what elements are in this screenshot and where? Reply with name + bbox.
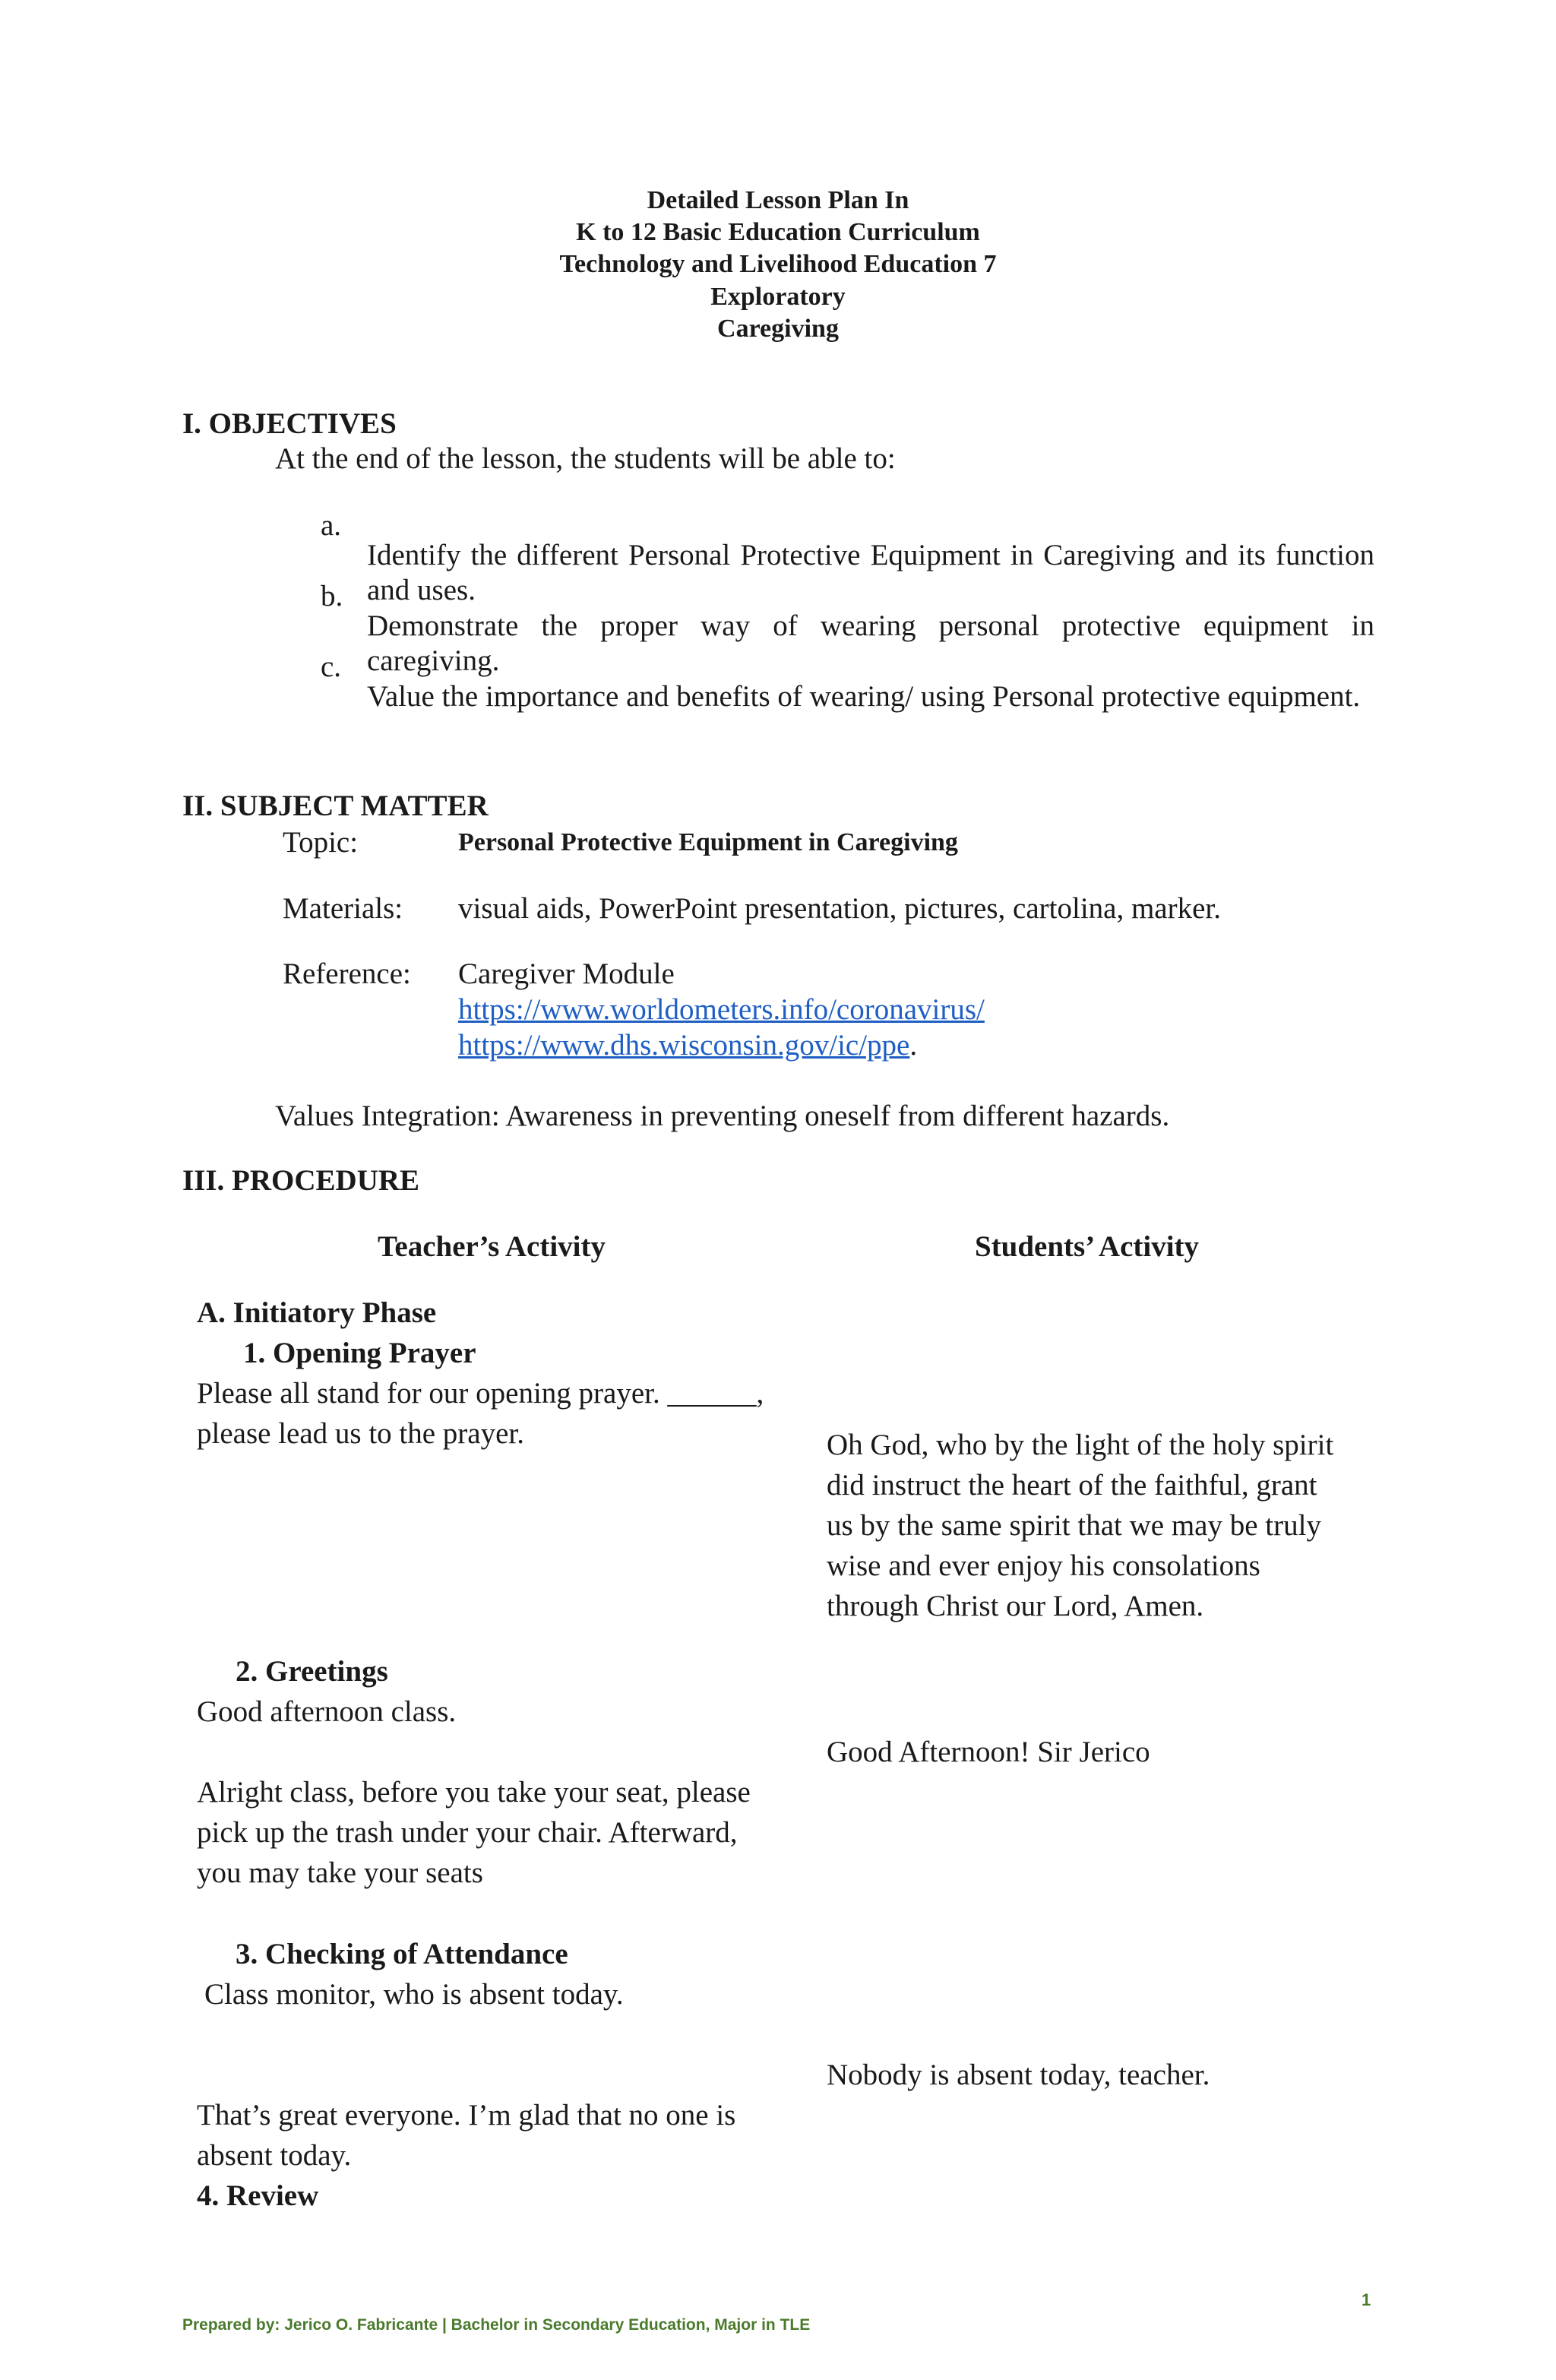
attendance-followup-line-2: absent today. — [197, 2139, 352, 2172]
footer-prepared-by: Prepared by: Jerico O. Fabricante | Bachelor in Secondary Education, Major in TLE — [182, 2316, 811, 2334]
greetings-teacher-line: Good afternoon class. — [197, 1695, 457, 1728]
header-line-3: Technology and Livelihood Education 7 — [559, 250, 997, 278]
header-line-2: K to 12 Basic Education Curriculum — [576, 218, 980, 246]
greetings-teacher-para-line-3: you may take your seats — [197, 1856, 483, 1889]
reference-module: Caregiver Module — [458, 957, 675, 990]
header-line-4: Exploratory — [710, 283, 846, 311]
reference-link-line — [458, 1028, 917, 1062]
teacher-activity-heading: Teacher’s Activity — [378, 1230, 606, 1263]
header-line-1: Detailed Lesson Plan In — [647, 186, 909, 214]
materials-label: Materials: — [283, 892, 403, 925]
greetings-student-line: Good Afternoon! Sir Jerico — [827, 1736, 1150, 1768]
attendance-teacher-line: Class monitor, who is absent today. — [204, 1978, 624, 2011]
subject-matter-heading: II. SUBJECT MATTER — [182, 790, 489, 822]
opening-prayer-student-line-3: us by the same spirit that we may be truly — [827, 1509, 1321, 1542]
objective-c-letter: c. — [321, 650, 342, 683]
attendance-followup-line-1: That’s great everyone. I’m glad that no one is — [197, 2099, 736, 2132]
objective-b-letter: b. — [321, 580, 343, 612]
objective-c-text: Value the importance and benefits of wearing/ using Personal protective equipment. — [367, 680, 1361, 713]
students-activity-heading: Students’ Activity — [975, 1230, 1200, 1263]
procedure-heading: III. PROCEDURE — [182, 1164, 420, 1197]
attendance-student-line: Nobody is absent today, teacher. — [827, 2059, 1210, 2091]
header-line-5: Caregiving — [717, 315, 839, 343]
attendance-heading: 3. Checking of Attendance — [236, 1938, 568, 1970]
opening-prayer-student-line-4: wise and ever enjoy his consolations — [827, 1549, 1260, 1582]
opening-prayer-teacher-line-1: Please all stand for our opening prayer. ______, — [197, 1377, 764, 1410]
greetings-heading: 2. Greetings — [236, 1655, 388, 1688]
objective-a-letter: a. — [321, 509, 342, 542]
values-integration: Values Integration: Awareness in preventing oneself from different hazards. — [275, 1100, 1170, 1132]
topic-value: Personal Protective Equipment in Caregiving — [458, 828, 958, 856]
initiatory-phase-heading: A. Initiatory Phase — [197, 1296, 437, 1329]
materials-value: visual aids, PowerPoint presentation, pictures, cartolina, marker. — [458, 892, 1222, 925]
greetings-teacher-para-line-2: pick up the trash under your chair. Afterward, — [197, 1816, 738, 1849]
greetings-teacher-para-line-1: Alright class, before you take your seat, please — [197, 1776, 751, 1809]
objectives-heading: I. OBJECTIVES — [182, 407, 397, 440]
reference-link-dhs[interactable]: https://www.dhs.wisconsin.gov/ic/ppe — [458, 1029, 910, 1062]
opening-prayer-student-line-5: through Christ our Lord, Amen. — [827, 1590, 1204, 1622]
opening-prayer-student-line-2: did instruct the heart of the faithful, grant — [827, 1469, 1317, 1502]
review-heading: 4. Review — [197, 2179, 319, 2212]
opening-prayer-teacher-line-2: please lead us to the prayer. — [197, 1417, 524, 1450]
topic-label: Topic: — [283, 826, 359, 859]
opening-prayer-student-line-1: Oh God, who by the light of the holy spirit — [827, 1429, 1334, 1461]
reference-link-worldometers[interactable]: https://www.worldometers.info/coronavirus/ — [458, 993, 985, 1026]
objective-b-text: Demonstrate the proper way of wearing personal protective equipment in caregiving. — [367, 609, 1374, 677]
reference-period: . — [909, 1029, 918, 1062]
opening-prayer-heading: 1. Opening Prayer — [243, 1337, 476, 1369]
objective-a-text: Identify the different Personal Protective Equipment in Caregiving and its function and uses. — [367, 539, 1374, 606]
objectives-intro: At the end of the lesson, the students will be able to: — [275, 442, 896, 475]
page-number: 1 — [1362, 2290, 1371, 2309]
reference-label: Reference: — [283, 957, 411, 990]
